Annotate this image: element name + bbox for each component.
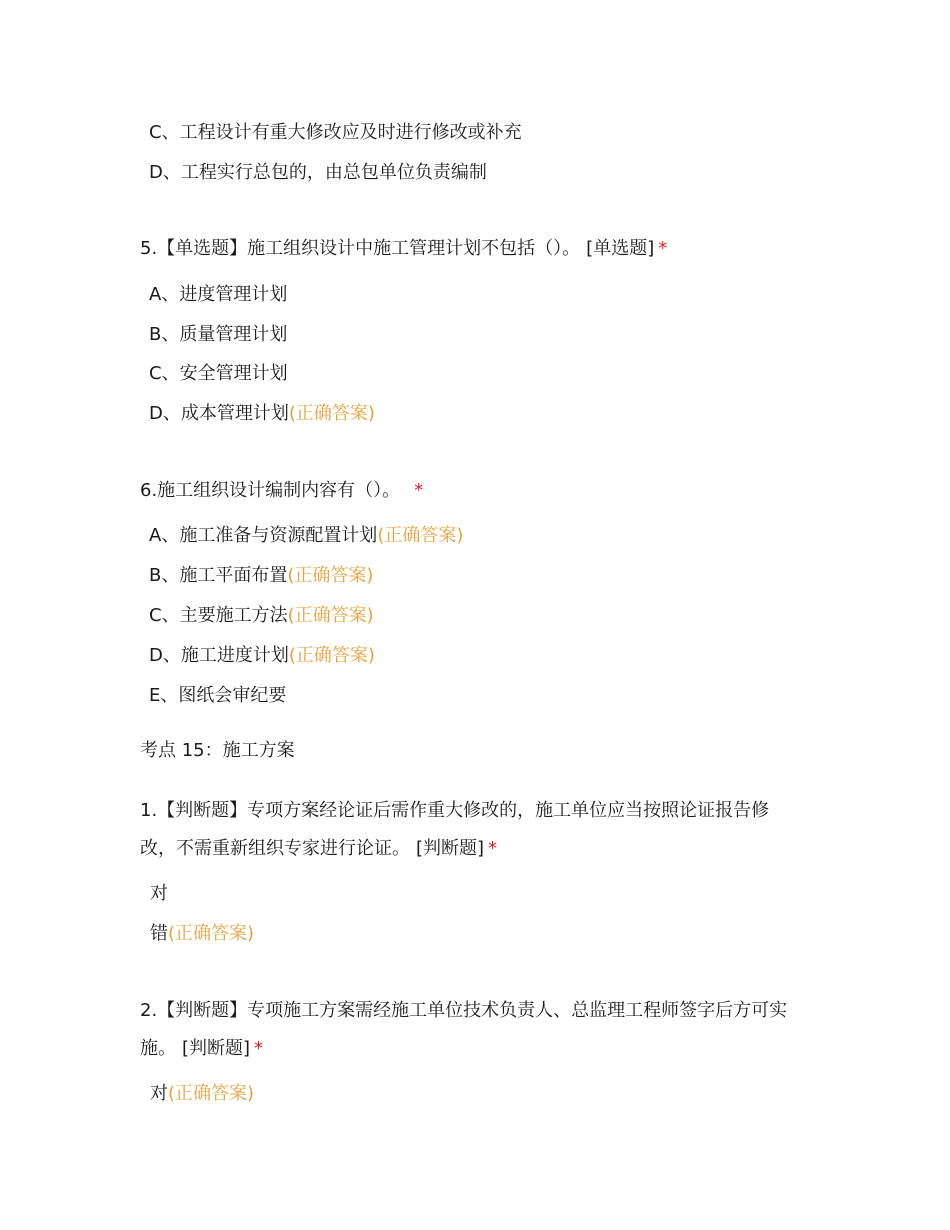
option-item — [149, 524, 463, 548]
option-item — [149, 564, 373, 588]
question-text: 5.【单选题】施工组织设计中施工管理计划不包括（）。 — [140, 238, 581, 259]
correct-answer-tag: (正确答案) — [288, 403, 375, 424]
question-title — [140, 479, 423, 503]
required-mark: * — [658, 238, 668, 259]
option-text: A、施工准备与资源配置计划 — [149, 525, 378, 546]
required-mark: * — [254, 1038, 264, 1059]
question-text-line2: 施。 — [140, 1038, 176, 1059]
option-text: E、图纸会审纪要 — [149, 685, 287, 706]
correct-answer-tag: (正确答案) — [287, 605, 374, 626]
option-item — [149, 402, 375, 426]
correct-answer-tag: (正确答案) — [168, 1083, 255, 1104]
option-text: B、质量管理计划 — [149, 324, 288, 345]
question-text: 6.施工组织设计编制内容有（）。 — [140, 480, 401, 501]
question-title-cont — [140, 837, 497, 861]
question-text-line1: 1.【判断题】专项方案经论证后需作重大修改的，施工单位应当按照论证报告修 — [140, 800, 770, 821]
option-item — [149, 323, 287, 347]
option-item — [149, 604, 374, 628]
question-type-tag: [判断题] — [182, 1038, 251, 1059]
question-title — [140, 799, 769, 823]
option-text: D、成本管理计划 — [149, 403, 289, 424]
option-text: 对 — [150, 1083, 168, 1104]
question-type-tag: [单选题] — [586, 238, 655, 259]
option-text: C、主要施工方法 — [149, 605, 288, 626]
required-mark: * — [414, 480, 424, 501]
option-item — [149, 121, 522, 145]
option-item — [150, 882, 168, 906]
question-text-line1: 2.【判断题】专项施工方案需经施工单位技术负责人、总监理工程师签字后方可实 — [140, 1000, 788, 1021]
option-text: 错 — [150, 923, 168, 944]
required-mark: * — [488, 838, 498, 859]
option-item — [149, 684, 286, 708]
option-text: D、工程实行总包的，由总包单位负责编制 — [149, 162, 487, 183]
question-title — [140, 237, 667, 261]
option-item — [149, 161, 487, 185]
correct-answer-tag: (正确答案) — [288, 645, 375, 666]
option-text: 对 — [150, 883, 168, 904]
correct-answer-tag: (正确答案) — [377, 525, 464, 546]
option-text: B、施工平面布置 — [149, 565, 288, 586]
option-text: A、进度管理计划 — [149, 284, 288, 305]
option-item — [149, 283, 287, 307]
question-text-line2: 改，不需重新组织专家进行论证。 — [140, 838, 410, 859]
question-title — [140, 999, 787, 1023]
option-text: C、工程设计有重大修改应及时进行修改或补充 — [149, 122, 522, 143]
correct-answer-tag: (正确答案) — [168, 923, 255, 944]
option-text: D、施工进度计划 — [149, 645, 289, 666]
question-type-tag: [判断题] — [416, 838, 485, 859]
option-item — [149, 362, 288, 386]
correct-answer-tag: (正确答案) — [287, 565, 374, 586]
option-item — [150, 922, 254, 946]
section-title: 考点 15：施工方案 — [140, 740, 295, 761]
option-text: C、安全管理计划 — [149, 363, 288, 384]
question-title-cont — [140, 1037, 263, 1061]
option-item — [150, 1082, 254, 1106]
option-item — [149, 644, 375, 668]
section-heading — [140, 739, 295, 763]
